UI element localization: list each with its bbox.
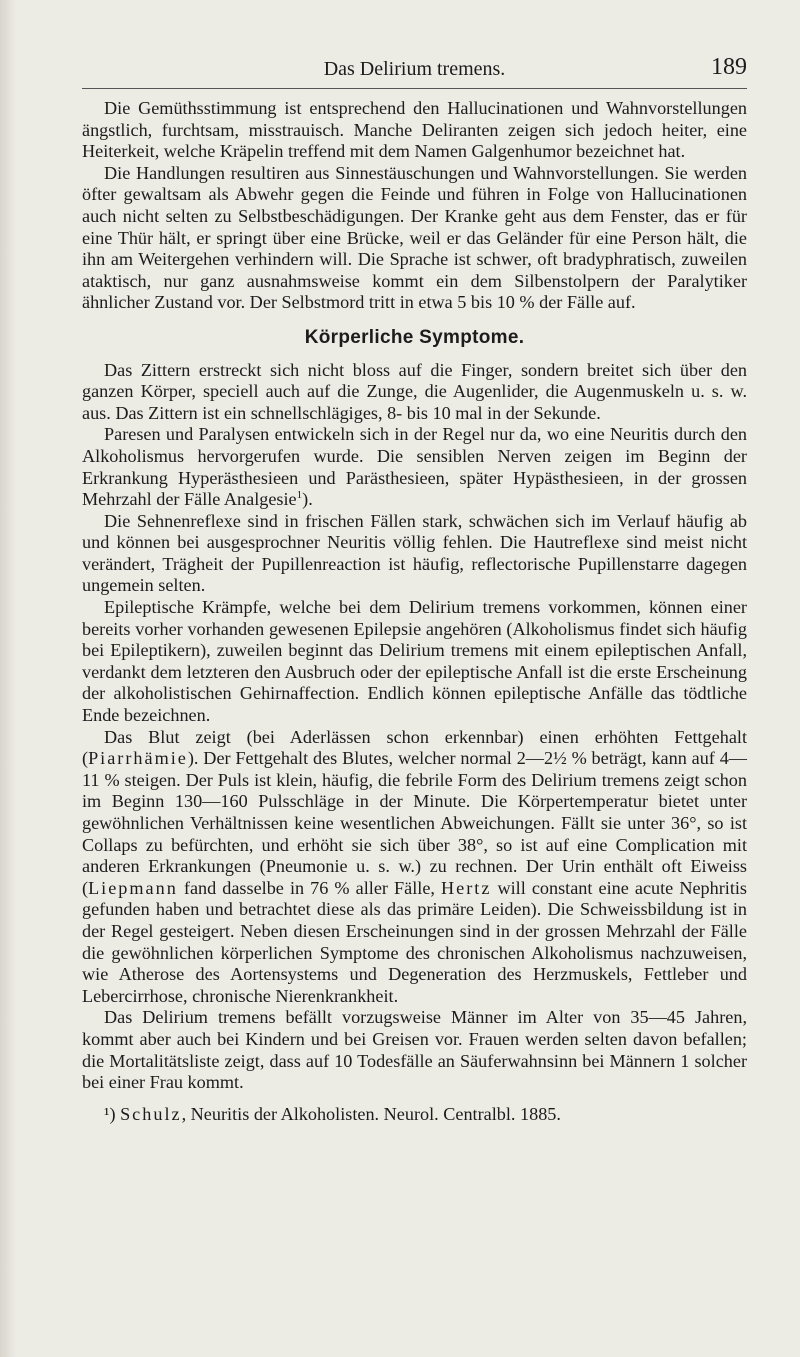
paragraph-gemuethsstimmung: Die Gemüthsstimmung ist entsprechend den Hallucinationen und Wahnvorstellungen ängstlich, furchtsam, misstrauisch. Manche Deliranten zeigen sich jedoch heiter, eine Heiterkeit, welche Kräpelin treffend mit dem Namen Galgenhumor bezeichnet hat. (82, 98, 747, 162)
author-liepmann: Liepmann (88, 877, 178, 898)
author-hertz: Hertz (441, 877, 492, 898)
blut-text-1: Das Blut zeigt (bei Aderlässen schon erkennbar) einen erhöhten Fettgehalt ( (82, 726, 747, 769)
body-text (82, 98, 747, 1125)
running-title: Das Delirium tremens. (323, 58, 506, 80)
paragraph-handlungen: Die Handlungen resultiren aus Sinnestäuschungen und Wahnvorstellungen. Sie werden öfter gewaltsam als Abwehr gegen die Feinde und führen in Folge von Hallucinationen auch nicht selten zu Selbstbeschädigungen. Der Kranke geht aus dem Fenster, das er für eine Thür hält, er springt über eine Brücke, weil er das Geländer für eine Person hält, die ihn am Weitergehen verhindern will. Die Sprache ist schwer, oft bradyphratisch, zuweilen ataktisch, nur ganz ausnahmsweise kommt ein dem Silbenstolpern der Paralytiker ähnlicher Zustand vor. Der Selbstmord tritt in etwa 5 bis 10 % der Fälle auf. (82, 162, 747, 313)
section-heading: Körperliche Symptome. (304, 326, 525, 348)
page-header (82, 52, 747, 89)
page-number: 189 (711, 54, 747, 80)
footnote (82, 1104, 747, 1126)
paragraph-paresen (82, 424, 747, 510)
paragraph-blut (82, 727, 747, 1008)
page-gutter-shadow (0, 0, 16, 1357)
paragraph-zittern: Das Zittern erstreckt sich nicht bloss auf die Finger, sondern breitet sich über den ganzen Körper, speciell auch auf die Zunge, die Augenlider, die Augenmuskeln u. s. w. aus. Das Zittern ist ein schnellschlägiges, 8- bis 10 mal in der Sekunde. (82, 359, 747, 423)
term-piarrhaemie: Piarrhämie (88, 748, 188, 769)
paresen-tail: ). (302, 489, 313, 510)
blut-text-4: will constant eine acute Nephritis gefunden haben und betrachtet diese als das primäre Leiden). Die Schweissbildung ist in der Regel gesteigert. Neben diesen Erscheinungen sind in der grossen Mehrzahl der Fälle die gewöhnlichen körperlichen Symptome des chronischen Alkoholismus nachzuweisen, wie Atherose des Aortensystems und Degeneration des Herzmuskels, Fettleber und Lebercirrhose, chronische Nierenkrankheit. (82, 877, 748, 1006)
footnote-mark: ¹) (104, 1103, 116, 1124)
footnote-author: Schulz (120, 1103, 182, 1124)
paresen-text: Paresen und Paralysen entwickeln sich in der Regel nur da, wo eine Neuritis durch den Alkoholismus hervorgerufen wurde. Die sensiblen Nerven zeigen im Beginn der Erkrankung Hyperästhesieen und Parästhesieen, später Hypästhesieen, in der grossen Mehrzahl der Fälle Analgesie (82, 424, 747, 510)
blut-text-3: fand dasselbe in 76 % aller Fälle, (177, 877, 442, 898)
blut-text-2: ). Der Fettgehalt des Blutes, welcher normal 2—2½ % beträgt, kann auf 4—11 % steigen. Der Puls ist klein, häufig, die febrile Form des Delirium tremens zeigt schon im Beginn 130—160 Pulsschläge in der Minute. Die Körpertemperatur bietet unter gewöhnlichen Verhältnissen keine wesentlichen Abweichungen. Fällt sie unter 36°, so ist Collaps zu befürchten, und erhöht sie sich über 38°, so ist auf eine Complication mit anderen Erkrankungen (Pneumonie u. s. w.) zu rechnen. Der Urin enthält oft Eiweiss ( (82, 748, 747, 898)
footnote-text: , Neuritis der Alkoholisten. Neurol. Centralbl. 1885. (181, 1103, 561, 1124)
paragraph-delirium-alter: Das Delirium tremens befällt vorzugsweise Männer im Alter von 35—45 Jahren, kommt aber auch bei Kindern und bei Greisen vor. Frauen werden selten davon befallen; die Mortalitätsliste zeigt, dass auf 10 Todesfälle an Säuferwahnsinn bei Männern 1 solcher bei einer Frau kommt. (82, 1007, 747, 1093)
footnote-reference: 1 (296, 489, 303, 502)
paragraph-epileptische-kraempfe: Epileptische Krämpfe, welche bei dem Delirium tremens vorkommen, können einer bereits vorher vorhanden gewesenen Epilepsie angehören (Alkoholismus findet sich häufig bei Epileptikern), zuweilen beginnt das Delirium tremens mit einem epileptischen Anfall, verdankt dem letzteren den Ausbruch oder der epileptische Anfall ist die erste Erscheinung der alkoholistischen Gehirnaffection. Endlich können epileptische Anfälle das tödtliche Ende bezeichnen. (82, 597, 747, 726)
paragraph-sehnenreflexe: Die Sehnenreflexe sind in frischen Fällen stark, schwächen sich im Verlauf häufig ab und können bei ausgesprochner Neuritis völlig fehlen. Die Hautreflexe sind meist nicht verändert, Trägheit der Pupillenreaction ist häufig, reflectorische Pupillenstarre dagegen ungemein selten. (82, 510, 747, 596)
